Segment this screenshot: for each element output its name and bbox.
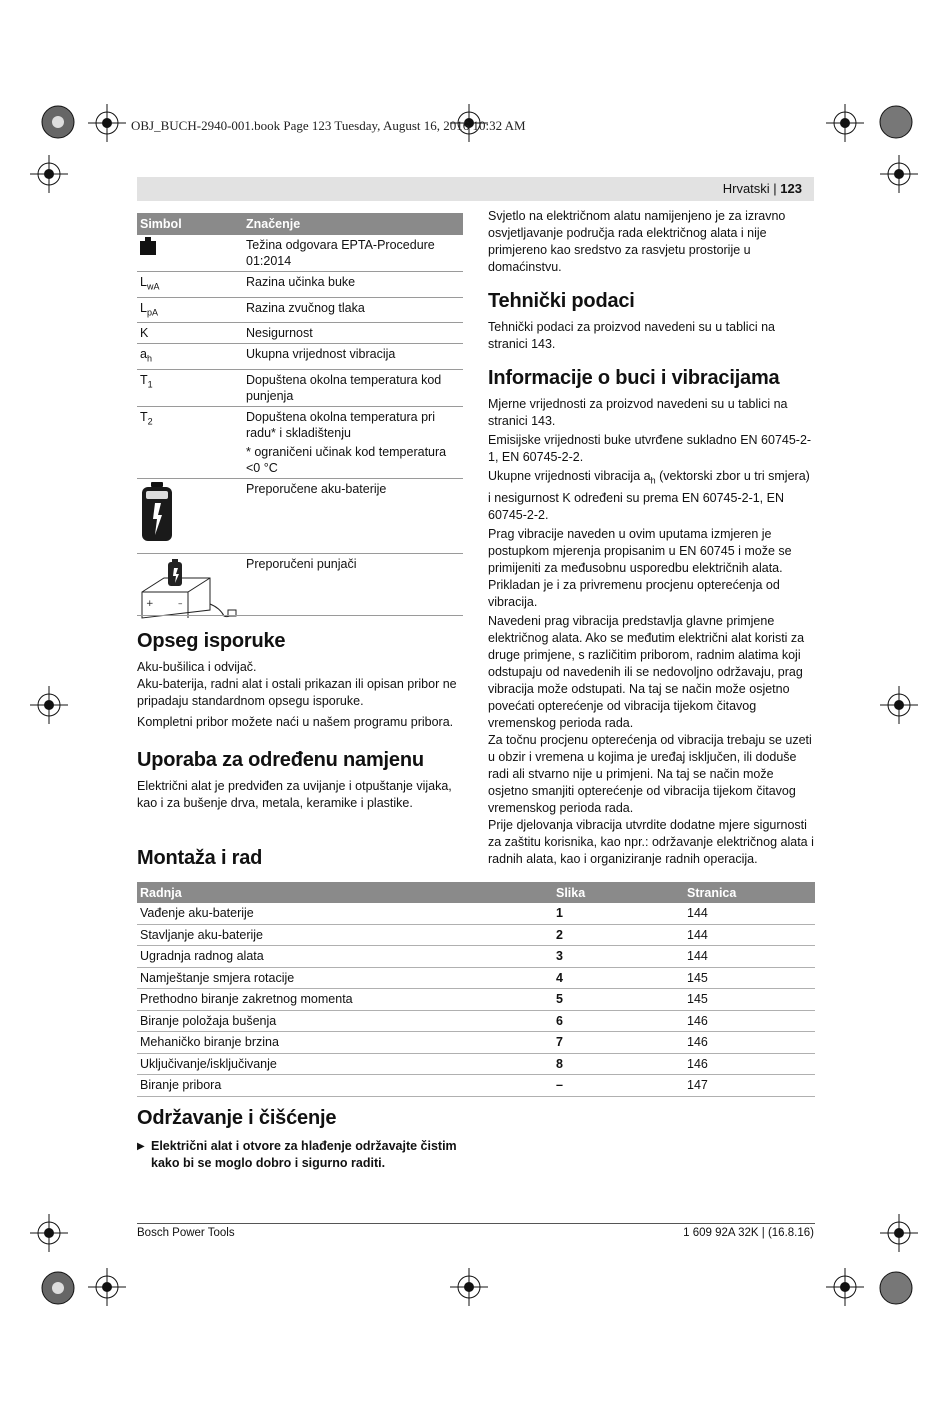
- paragraph: Kompletni pribor možete naći u našem programu pribora.: [137, 715, 454, 729]
- paragraph: Električni alat je predviđen za uvijanje i otpuštanje vijaka, kao i za bušenje drva, metala, keramike i plastike.: [137, 779, 452, 810]
- divider: [137, 615, 463, 616]
- page-number: 123: [780, 181, 802, 196]
- registration-mark-icon: [880, 1214, 918, 1252]
- registration-mark-icon: [88, 104, 126, 142]
- section-odrzavanje: [137, 1107, 463, 1172]
- paragraph: Svjetlo na električnom alatu namijenjeno je za izravno osvjetljavanje područja rada električnog alata i nije primjereno kao sredstvo za rasvjetu prostorije u domaćinstvu.: [488, 209, 786, 274]
- symbol-meaning: Preporučene aku-baterije: [243, 478, 463, 553]
- charger-icon: [140, 556, 240, 624]
- paragraph: Tehnički podaci za proizvod navedeni su u tablici na stranici 143.: [488, 320, 775, 351]
- table-row: [137, 406, 463, 478]
- color-wheel-icon: [40, 1270, 76, 1306]
- symbol-meaning: Nesigurnost: [243, 323, 463, 344]
- table-row: Biranje položaja bušenja 6 146: [137, 1010, 815, 1032]
- color-wheel-icon: [878, 104, 914, 140]
- col-stranica: Stranica: [684, 882, 815, 903]
- color-wheel-icon: [40, 104, 76, 140]
- color-wheel-icon: [878, 1270, 914, 1306]
- footer-brand: Bosch Power Tools: [137, 1227, 235, 1239]
- table-row: [137, 235, 463, 272]
- table-row: Stavljanje aku-baterije 2 144: [137, 924, 815, 946]
- table-row: [137, 297, 463, 323]
- registration-mark-icon: [826, 104, 864, 142]
- paragraph: Mjerne vrijednosti za proizvod navedeni su u tablici na stranici 143.: [488, 397, 788, 428]
- print-header: OBJ_BUCH-2940-001.book Page 123 Tuesday, August 16, 2016 10:32 AM: [131, 118, 526, 133]
- registration-mark-icon: [30, 1214, 68, 1252]
- registration-mark-icon: [30, 686, 68, 724]
- col-slika: Slika: [553, 882, 684, 903]
- table-row: [137, 369, 463, 406]
- paragraph: Ukupne vrijednosti vibracija $a_h$ (vektorski zbor u tri smjera) i nesigurnost K određeni su prema EN 60745-2-1, EN 60745-2-2.: [488, 469, 810, 522]
- table-row: Uključivanje/isključivanje 8 146: [137, 1053, 815, 1075]
- section-title: Informacije o buci i vibracijama: [488, 367, 780, 389]
- section-uporaba: [137, 749, 463, 816]
- paragraph: Aku-bušilica i odvijač.: [137, 660, 257, 674]
- paragraph: Prije djelovanja vibracija utvrdite dodatne mjere sigurnosti za zaštitu korisnika, kao npr.: održavanje električnog alata i radnih alata, kao i organiziranje radnih operacija.: [488, 817, 814, 866]
- symbol-meaning: Dopuštena okolna temperatura pri radu* i skladištenju: [246, 409, 436, 440]
- registration-mark-icon: [880, 155, 918, 193]
- registration-mark-icon: [88, 1268, 126, 1306]
- symbols-col-symbol: Simbol: [137, 213, 243, 235]
- symbol-cell: $L_{wA}$: [137, 272, 243, 298]
- assembly-table: [137, 882, 815, 1097]
- paragraph: Navedeni prag vibracija predstavlja glavne primjene električnog alata. Ako se međutim električni alat koristi za druge primjene, s različitim priborom, radnim alatima koji odstupaju od navedenih ili se nedovoljno održavaju, prag vibracija može odstupati. Na taj se način može osjetno povećati opterećenje od vibracija tijekom čitavog vremenskog perioda rada.: [488, 613, 805, 730]
- symbols-col-meaning: Značenje: [243, 213, 463, 235]
- paragraph: Emisijske vrijednosti buke utvrđene sukladno EN 60745-2-1, EN 60745-2-2.: [488, 433, 812, 464]
- symbol-cell: $a_h$: [137, 344, 243, 370]
- weight-icon: [140, 237, 156, 255]
- symbol-note: * ograničeni učinak kod temperatura <0 °C: [246, 444, 447, 475]
- symbol-cell: $T_1$: [137, 369, 243, 406]
- table-row: Prethodno biranje zakretnog momenta 5 145: [137, 989, 815, 1011]
- table-row: Ugradnja radnog alata 3 144: [137, 946, 815, 968]
- section-title: Montaža i rad: [137, 847, 263, 869]
- section-title: Održavanje i čišćenje: [137, 1107, 337, 1129]
- symbol-meaning: Preporučeni punjači: [246, 556, 357, 571]
- section-opseg: [137, 630, 463, 735]
- table-row: Vađenje aku-baterije 1 144: [137, 903, 815, 924]
- footer-divider: [137, 1223, 815, 1224]
- right-column: [488, 208, 814, 870]
- bullet-arrow-icon: ▶: [137, 1141, 145, 1152]
- section-title: Uporaba za određenu namjenu: [137, 749, 424, 771]
- symbol-cell: $L_{pA}$: [137, 297, 243, 323]
- table-row: [137, 272, 463, 298]
- table-row: Mehaničko biranje brzina 7 146: [137, 1032, 815, 1054]
- table-row: [137, 553, 463, 632]
- svg-text:+: +: [146, 598, 154, 609]
- table-row: [137, 478, 463, 553]
- battery-icon: [140, 481, 174, 543]
- page-header: Hrvatski | 123: [722, 181, 802, 196]
- paragraph: Za točnu procjenu opterećenja od vibracija trebaju se uzeti u obzir i vremena u kojima je uređaj isključen, ili doduše radi ali stvarno nije u primjeni. Na taj se način može osjetno smanjiti opterećenje od vibracija tijekom čitavog vremenskog perioda rada.: [488, 732, 812, 815]
- language-label: Hrvatski: [722, 181, 770, 196]
- table-row: [137, 344, 463, 370]
- paragraph: Aku-baterija, radni alat i ostali prikazan ili opisan pribor ne pripadaju standardnom opsegu isporuke.: [137, 677, 457, 708]
- registration-mark-icon: [880, 686, 918, 724]
- symbol-meaning: Ukupna vrijednost vibracija: [243, 344, 463, 370]
- symbol-meaning: Razina učinka buke: [243, 272, 463, 298]
- symbol-meaning: Težina odgovara EPTA-Procedure 01:2014: [243, 235, 463, 272]
- table-row: [137, 323, 463, 344]
- symbol-meaning: Razina zvučnog tlaka: [243, 297, 463, 323]
- table-row: Namještanje smjera rotacije 4 145: [137, 967, 815, 989]
- col-radnja: Radnja: [137, 882, 553, 903]
- footer-code: 1 609 92A 32K | (16.8.16): [683, 1227, 814, 1239]
- symbols-table: [137, 213, 463, 632]
- svg-text:–: –: [178, 598, 183, 609]
- registration-mark-icon: [826, 1268, 864, 1306]
- section-title: Tehnički podaci: [488, 290, 635, 312]
- header-bar: [137, 177, 814, 201]
- paragraph: Prag vibracije naveden u ovim uputama izmjeren je postupkom mjerenja propisanim u EN 60745 i može se primijeniti za međusobnu usporedbu električnih alata. Prikladan je i za privremenu procjenu opterećenja od vibracija.: [488, 526, 792, 609]
- table-row: Biranje pribora – 147: [137, 1075, 815, 1097]
- registration-mark-icon: [30, 155, 68, 193]
- section-title: Opseg isporuke: [137, 630, 286, 652]
- symbol-cell: $T_2$: [137, 406, 243, 478]
- symbol-cell: K: [137, 323, 243, 344]
- registration-mark-icon: [450, 1268, 488, 1306]
- symbol-meaning: Dopuštena okolna temperatura kod punjenja: [243, 369, 463, 406]
- bullet-text: Električni alat i otvore za hlađenje održavajte čistim kako bi se moglo dobro i sigurno raditi.: [151, 1139, 457, 1170]
